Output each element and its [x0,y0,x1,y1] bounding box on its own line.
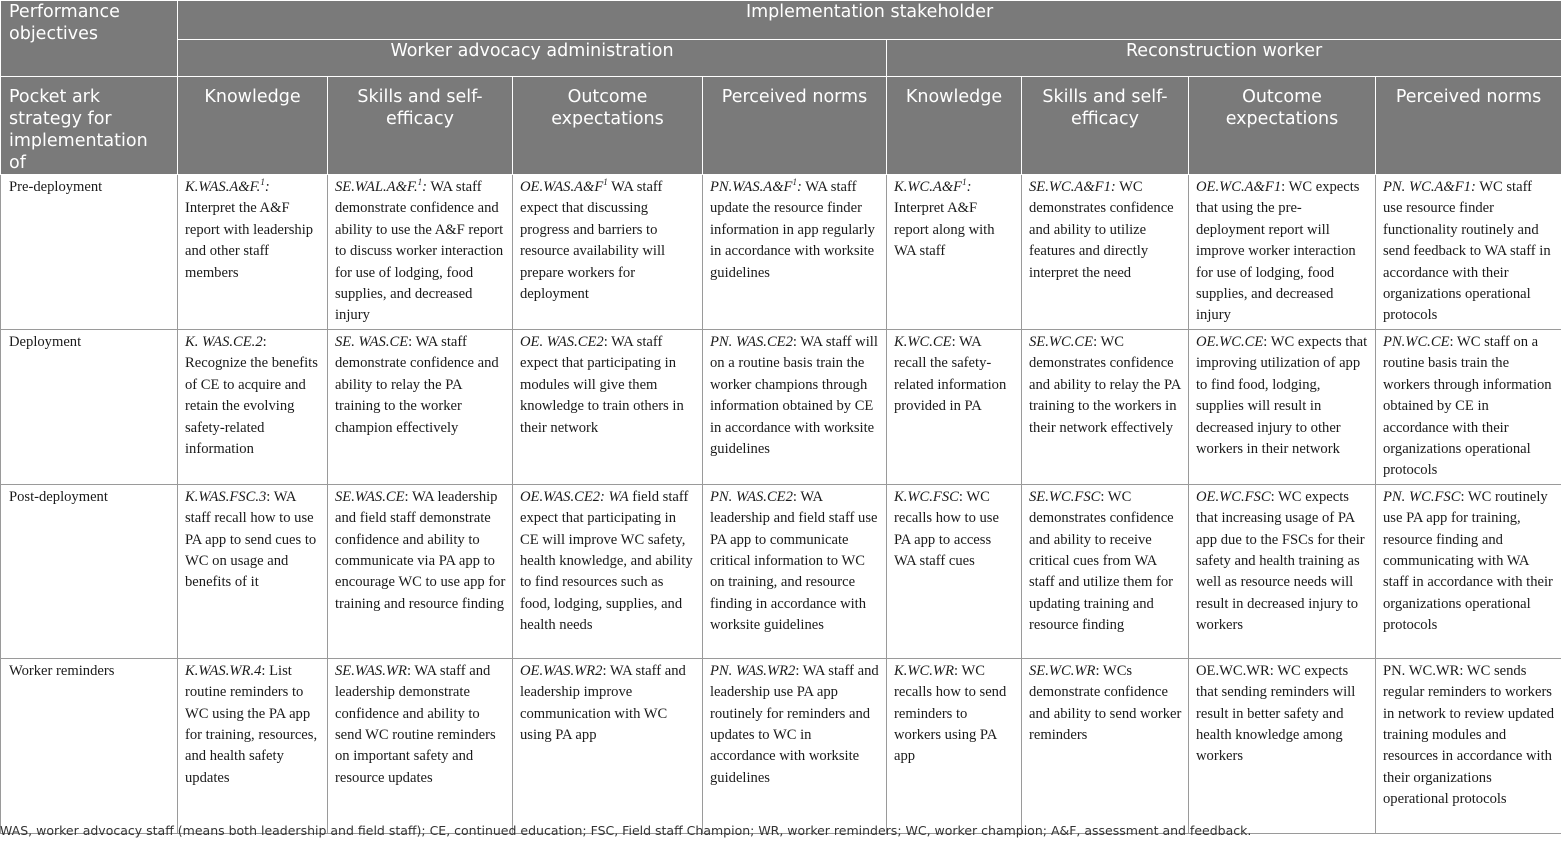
objective-text: WA staff update the resource finder information in app regularly in accordance with worksite guidelines [710,179,875,281]
objective-text: : WA leadership and field staff demonstrate confidence and ability to communicate via PA app to encourage WC to use app for training and resource finding [335,488,506,612]
table-cell [887,658,1022,833]
objective-text: : WC recalls how to send reminders to workers using PA app [894,662,1007,765]
objective-code: PN. WC.A&F1: [1383,179,1476,195]
objective-text: : WA staff will on a routine basis train the worker champions through information obtained by CE in accordance with worksite guidelines [710,334,878,458]
objective-code: SE.WAL.A&F. [335,179,418,195]
table-cell [703,175,887,330]
table-cell [178,330,328,485]
row-label-header: Pocket ark strategy for implementation of [1,77,178,175]
objective-text: Interpret the A&F report with leadership and other staff members [185,200,314,281]
table-row [1,330,1561,485]
objective-text: : WC demonstrates confidence and ability to relay the PA training to the workers in their network effectively [1029,334,1181,436]
performance-objectives-header: Performance objectives [1,1,178,77]
table-cell [1189,484,1376,658]
row-label: Worker reminders [1,658,178,833]
table-cell [513,658,703,833]
table-cell [1376,175,1561,330]
table-cell [513,484,703,658]
objective-code: K.WC.WR [894,662,954,679]
objective-text: : WCs demonstrate confidence and ability to send worker reminders [1029,662,1182,744]
table-cell [513,330,703,485]
objective-code: OE.WC.A&F1 [1196,179,1282,195]
objective-text: : WA leadership and field staff use PA app to communicate critical information to WC on training, and resource finding in accordance with worksite guidelines [710,488,878,634]
objective-text: : WA recall the safety-related information provided in PA [894,334,1007,415]
table-cell [1022,484,1189,658]
objective-text: : WA staff recall how to use PA app to send cues to WC on usage and benefits of it [185,488,317,591]
column-header: Outcome expectations [513,77,703,175]
objective-text: OE.WC.WR: WC expects that sending reminders will result in better safety and health knowledge among workers [1196,662,1356,765]
objective-text: : WC expects that using the pre-deployment report will improve worker interaction for use of lodging, food supplies, and decreased injury [1196,179,1360,324]
objective-code: OE.WC.FSC [1196,488,1271,505]
table-cell [1022,658,1189,833]
table-cell [1189,330,1376,485]
table-cell [1022,330,1189,485]
table-cell [513,175,703,330]
table-footnote: WAS, worker advocacy staff (means both leadership and field staff); CE, continued education; FSC, Field staff Champion; WR, worker reminders; WC, worker champion; A&F, assessment and feedback. [0,823,1252,838]
table-cell [887,484,1022,658]
objective-text: : WA staff expect that participating in modules will give them knowledge to train others in their network [520,334,684,436]
objective-code: OE.WAS.WR2 [520,662,603,679]
table-row [1,484,1561,658]
column-header: Skills and self-efficacy [328,77,513,175]
footnote-marker: 1 [792,177,797,188]
objective-code: K.WC.A&F [894,179,963,195]
objective-code: K.WC.FSC [894,488,959,505]
objective-text: : WC expects that increasing usage of PA app due to the FSCs for their safety and health training as well as resource needs will result in decreased injury to workers [1196,488,1365,634]
footnote-marker: 1 [260,177,265,188]
column-header: Knowledge [887,77,1022,175]
table-cell [328,330,513,485]
table-cell [1022,175,1189,330]
column-header: Perceived norms [703,77,887,175]
objective-code: OE.WAS.A&F [520,179,604,195]
objective-text: : WA staff and leadership use PA app routinely for reminders and updates to WC in accordance with worksite guidelines [710,662,879,786]
objective-code: OE. WAS.CE2 [520,334,604,350]
table-cell [703,330,887,485]
table-row [1,175,1561,330]
objective-text: field staff expect that participating in CE will improve WC safety, health knowledge, and ability to find resources such as food, lodging, supplies, and health needs [520,488,693,634]
table-cell [703,484,887,658]
objective-code: K.WAS.WR.4 [185,662,262,679]
code-separator: : [264,179,270,195]
objective-code: PN. WAS.CE2 [710,334,793,350]
table-cell [178,175,328,330]
objective-text: : WC routinely use PA app for training, resource finding and communicating with WA staff in accordance with their organizations operational protocols [1383,488,1553,634]
objective-code: OE.WAS.CE2: WA [520,488,629,505]
objective-text: WA staff demonstrate confidence and ability to use the A&F report to discuss worker interaction for use of lodging, food supplies, and decreased injury [335,179,504,324]
table-cell [328,175,513,330]
table-cell [887,175,1022,330]
objective-text: : WA staff and leadership demonstrate confidence and ability to send WC routine reminders on important safety and resource updates [335,662,496,786]
objective-text: : WA staff demonstrate confidence and ability to relay the PA training to the worker champion effectively [335,334,499,436]
footnote-marker: 1 [962,177,967,188]
row-label: Post-deployment [1,484,178,658]
column-header: Knowledge [178,77,328,175]
table-cell [887,330,1022,485]
objective-text: : List routine reminders to WC using the PA app for training, resources, and health safety updates [185,662,318,786]
footnote-marker: 1 [603,177,608,188]
objective-code: SE.WC.WR [1029,662,1096,679]
objective-code: SE.WAS.CE [335,488,405,505]
group-header-reconstruction-worker: Reconstruction worker [887,40,1561,77]
objective-text: WC demonstrates confidence and ability to utilize features and directly interpret the need [1029,179,1174,281]
table-cell [1189,175,1376,330]
group-header-worker-advocacy: Worker advocacy administration [178,40,887,77]
code-separator: : [966,179,972,195]
table-cell [328,658,513,833]
footnote-marker: 1 [417,177,423,188]
objective-text: WC staff use resource finder functionality routinely and send feedback to WA staff in accordance with their organizations operational protocols [1383,179,1551,324]
objective-code: K.WC.CE [894,334,952,350]
objective-code: SE.WC.FSC [1029,488,1101,505]
objective-text: : WC expects that improving utilization of app to find food, lodging, supplies will result in decreased injury to other workers in their network [1196,334,1368,458]
objective-text: : WC recalls how to use PA app to access WA staff cues [894,488,999,570]
table-cell [1376,658,1561,833]
objective-text: WA staff expect that discussing progress and barriers to resource availability will prepare workers for deployment [520,179,666,303]
table-cell [328,484,513,658]
row-label: Pre-deployment [1,175,178,330]
objective-text: : WC staff on a routine basis train the workers through information obtained by CE in accordance with their organizations operational protocols [1383,334,1552,479]
objective-text: : WC demonstrates confidence and ability to receive critical cues from WA staff and utilize them for updating training and resource finding [1029,488,1174,634]
objective-text: PN. WC.WR: WC sends regular reminders to workers in network to review updated training modules and resources in accordance with their organizations operational protocols [1383,662,1555,808]
objective-code: SE. WAS.CE [335,334,409,350]
objective-code: PN.WC.CE [1383,334,1450,350]
column-header: Outcome expectations [1189,77,1376,175]
objective-text: : WA staff and leadership improve communication with WC using PA app [520,662,686,744]
objective-code: PN. WAS.WR2 [710,662,796,679]
row-label: Deployment [1,330,178,485]
table-cell [1376,330,1561,485]
table-cell [703,658,887,833]
objective-code: K.WAS.A&F. [185,179,261,195]
objective-code: K. WAS.CE.2 [185,334,263,350]
column-header: Skills and self-efficacy [1022,77,1189,175]
objective-code: OE.WC.CE [1196,334,1264,350]
objective-code: SE.WC.A&F1: [1029,179,1116,195]
table-cell [1376,484,1561,658]
implementation-stakeholder-header: Implementation stakeholder [178,1,1561,40]
objective-text: : Recognize the benefits of CE to acquire and retain the evolving safety-related information [185,334,318,458]
objective-code: SE.WC.CE [1029,334,1094,350]
objective-code: PN. WC.FSC [1383,488,1461,505]
objective-code: K.WAS.FSC.3 [185,488,267,505]
table-cell [178,658,328,833]
table-cell [178,484,328,658]
objective-code: PN.WAS.A&F [710,179,793,195]
column-header: Perceived norms [1376,77,1561,175]
objective-code: PN. WAS.CE2 [710,488,793,505]
code-separator: : [796,179,802,195]
table-cell [1189,658,1376,833]
objective-code: SE.WAS.WR [335,662,407,679]
table-row [1,658,1561,833]
code-separator: : [422,179,427,195]
objective-text: Interpret A&F report along with WA staff [894,200,995,260]
